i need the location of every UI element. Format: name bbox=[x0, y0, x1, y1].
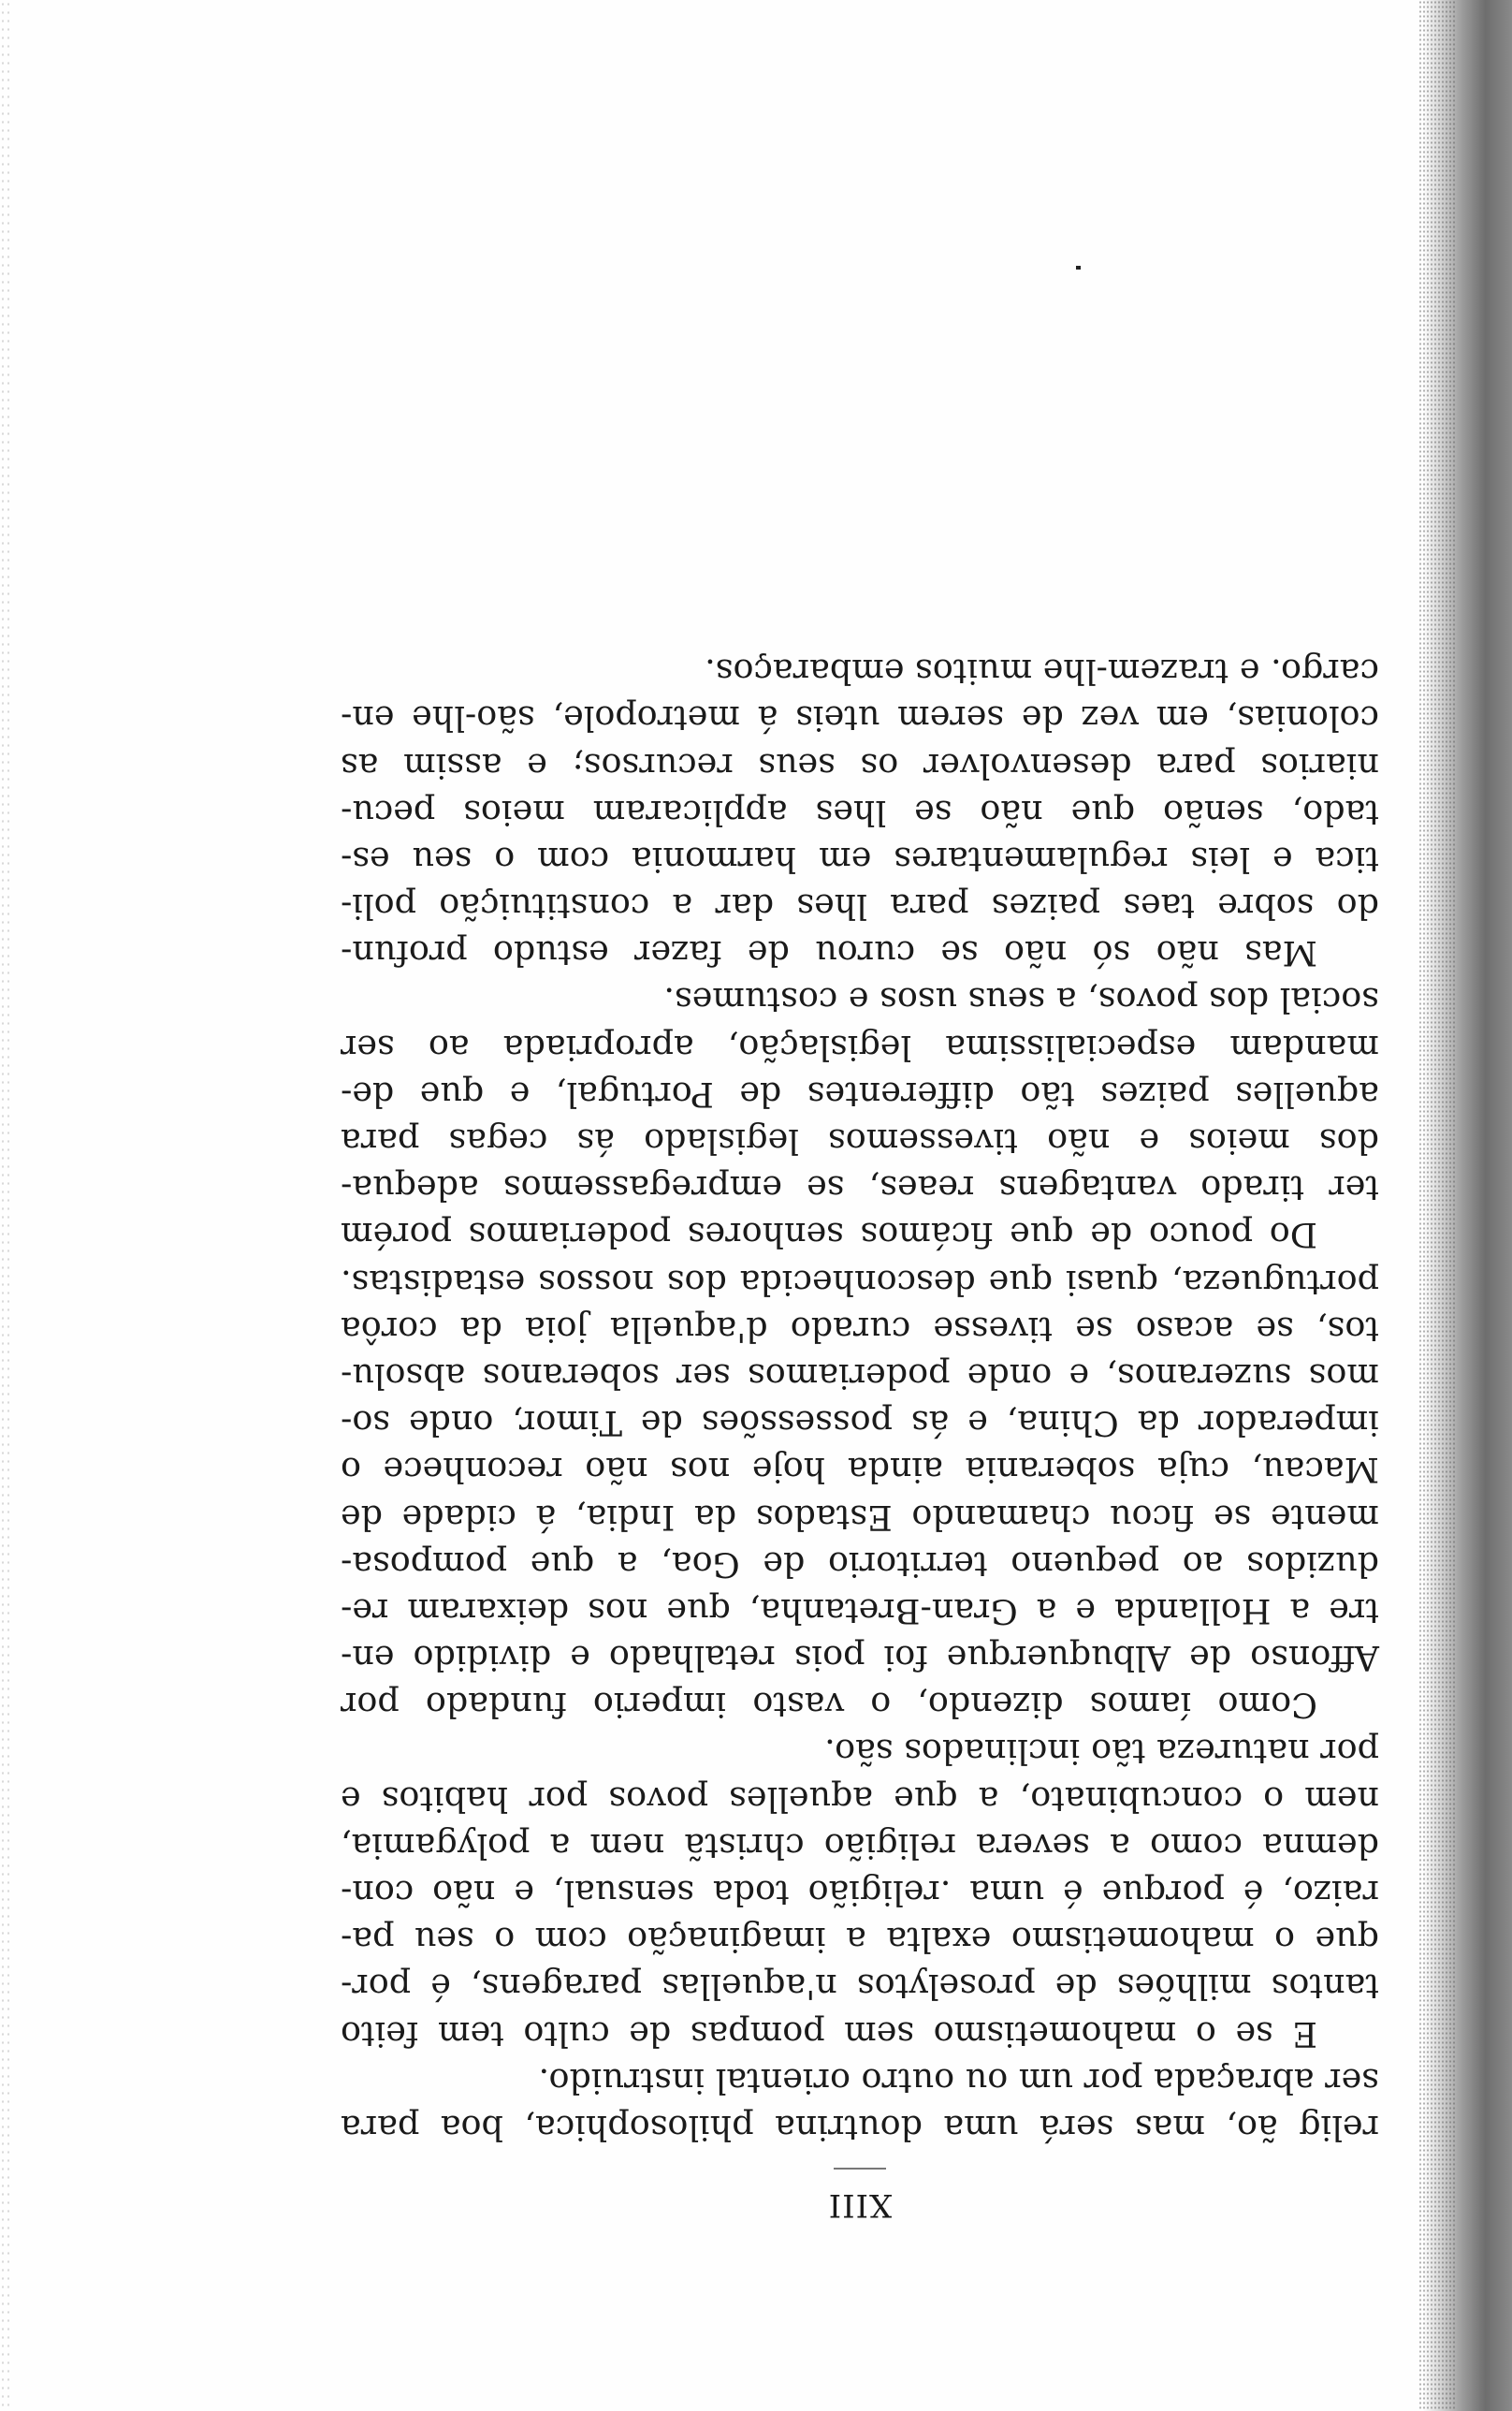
header-rule bbox=[834, 2168, 886, 2170]
text-line: Como íamos dizendo, o vasto imperio fundado por bbox=[341, 1685, 1317, 1726]
text-line: tica e leis regulamentares em harmonia com o seu es- bbox=[341, 839, 1379, 880]
text-line: tre a Hollanda e a Gran-Bretanha, que nos deixaram re- bbox=[341, 1590, 1379, 1631]
text-line: do sobre taes paizes para lhes dar a constituição poli- bbox=[341, 886, 1379, 928]
text-line: dos meios e não tivessemos legislado ás cegas para bbox=[341, 1121, 1379, 1162]
text-line: Macau, cuja soberania ainda hoje nos não reconhece o bbox=[341, 1450, 1379, 1491]
text-line: Do pouco de que ficámos senhores poderiamos porém bbox=[341, 1215, 1317, 1256]
body-text bbox=[341, 648, 1379, 2151]
text-line: imperador da China, e ás possessões de Timor, onde so- bbox=[341, 1403, 1379, 1444]
text-line: nem o concubinato, a que aquelles povos por habitos e bbox=[341, 1778, 1379, 1819]
text-line: relig ão, mas será uma doutrina philosophica, boa para bbox=[341, 2108, 1379, 2148]
text-line: Affonso de Albuquerque foi pois retalhado e dividido en- bbox=[341, 1638, 1379, 1679]
stray-mark bbox=[1076, 266, 1081, 270]
binding-edge-texture bbox=[1418, 0, 1456, 2411]
text-line: tantos milhões de proselytos n'aquellas paragens, é por- bbox=[341, 1966, 1379, 2008]
text-line: niarios para desenvolver os seus recursos; e assim as bbox=[341, 745, 1379, 786]
text-line: social dos povos, a seus usos e costumes. bbox=[663, 980, 1379, 1021]
page-number-header: XIII bbox=[827, 2186, 893, 2224]
text-line: tos, se acaso se tivesse curado d'aquella joia da corôa bbox=[341, 1308, 1379, 1350]
text-line: por natureza tão inclinados são. bbox=[824, 1732, 1379, 1773]
text-line: mos suzeranos, e onde poderiamos ser soberanos absolu- bbox=[341, 1356, 1379, 1396]
text-line: tado, senão que não se lhes applicaram meios pecu- bbox=[341, 792, 1379, 833]
text-line: ter tirado vantagens reaes, se empregassemos adequa- bbox=[341, 1168, 1379, 1209]
text-line: colonias, em vez de serem uteis á metropole, são-lhe en- bbox=[341, 698, 1379, 739]
text-line: raizo, é porque é uma .religião toda sensual, e não con- bbox=[341, 1873, 1379, 1914]
text-line: mente se ficou chamando Estados da India, á cidade de bbox=[341, 1497, 1379, 1538]
left-margin-noise bbox=[0, 0, 11, 2411]
text-line: que o mahometismo exalta a imaginação com o seu pa- bbox=[341, 1920, 1379, 1961]
page-text-block bbox=[341, 337, 1379, 2228]
text-line: E se o mahometismo sem pompas de culto tem feito bbox=[341, 2013, 1317, 2054]
text-line: demna como a severa religião christã nem a polygamia, bbox=[341, 1825, 1379, 1866]
text-line: duzidos ao pequeno territorio de Goa, a que pomposa- bbox=[341, 1543, 1379, 1585]
text-line: ser abraçada por um ou outro oriental instruido. bbox=[538, 2060, 1379, 2101]
text-line: aquelles paizes tão differentes de Portugal, e que de- bbox=[341, 1074, 1379, 1115]
text-line: cargo. e trazem-lhe muitos embaraços. bbox=[705, 651, 1379, 693]
text-line: Mas não só não se curou de fazer estudo profun- bbox=[341, 933, 1317, 974]
text-line: portugueza, quasi que desconhecida dos nossos estadistas. bbox=[341, 1262, 1379, 1303]
text-line: mandam especialissima legislação, apropriada ao ser bbox=[341, 1027, 1379, 1068]
